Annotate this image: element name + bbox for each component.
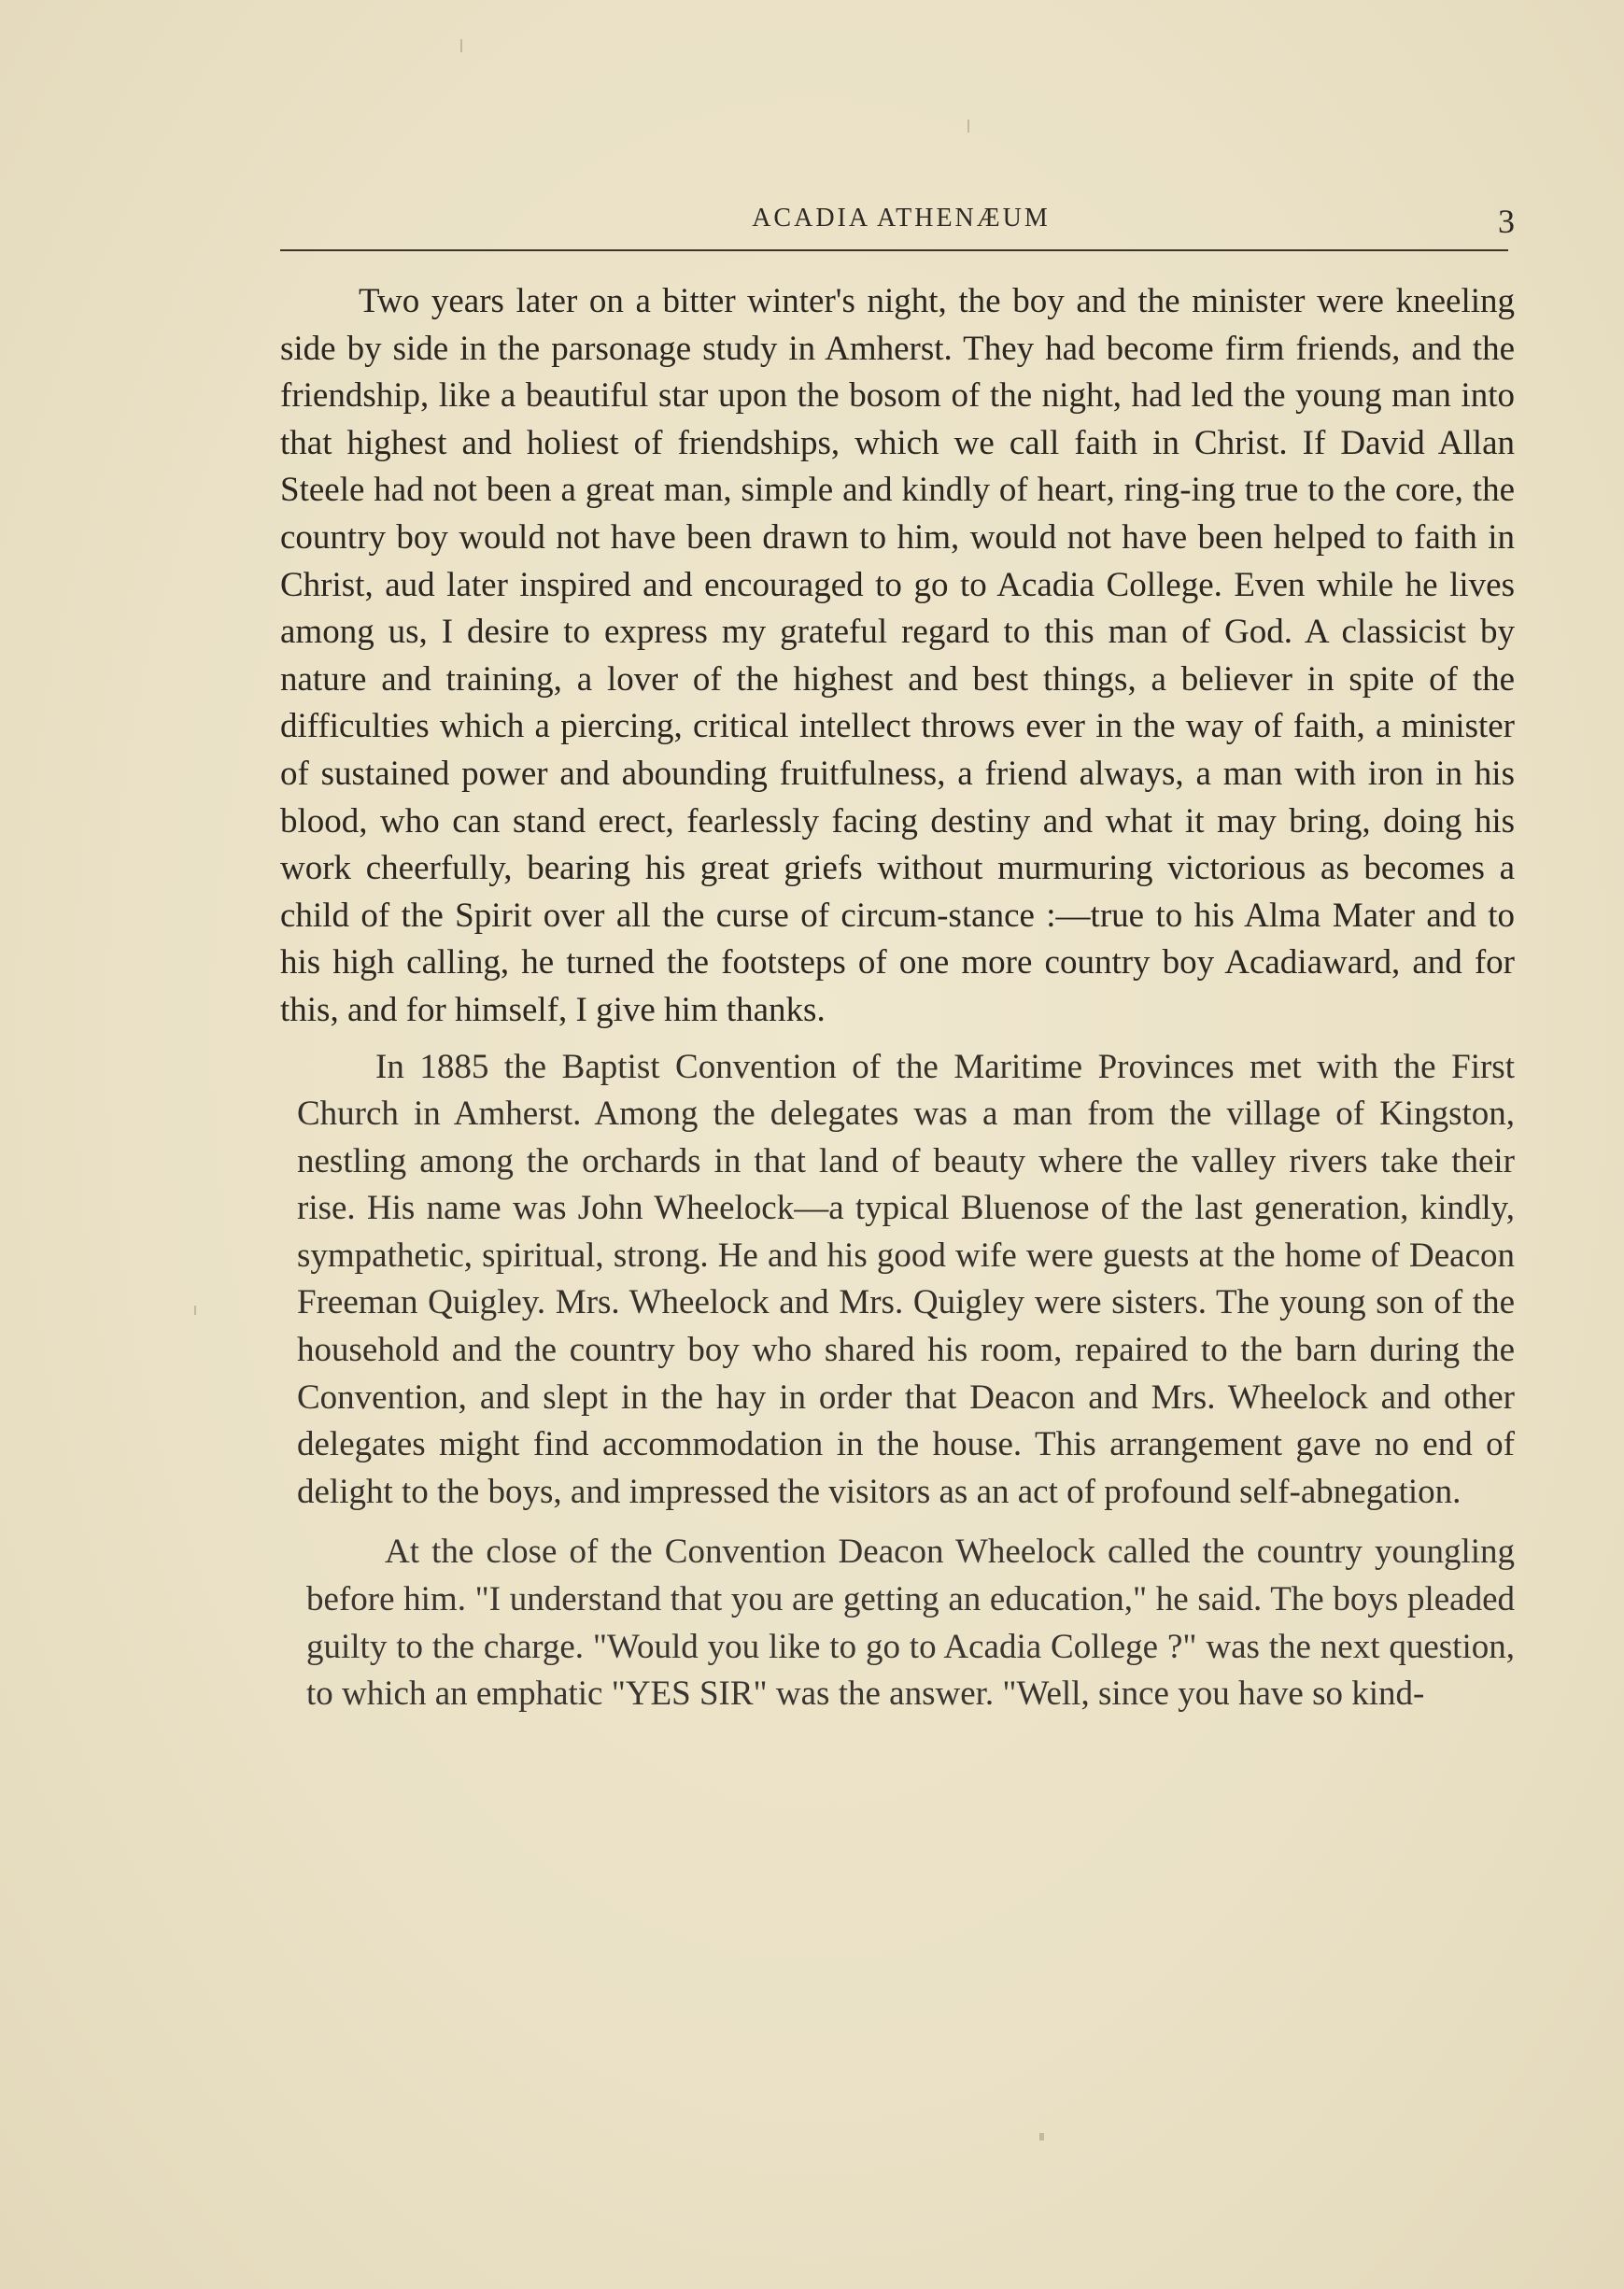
page-number: 3 bbox=[1498, 203, 1515, 240]
paper-speck bbox=[460, 39, 462, 52]
paragraph-1: Two years later on a bitter winter's night, the boy and the minister were kneeling side by side in the parsonage study in Amherst. They had become firm friends, and the friendship, like a beautiful star upon the bosom of the night, had led the young man into that highest and holiest of friendships, which we call faith in Christ. If David Allan Steele had not been a great man, simple and kindly of heart, ring-ing true to the core, the country boy would not have been drawn to him, would not have been helped to faith in Christ, aud later inspired and encouraged to go to Acadia College. Even while he lives among us, I desire to express my grateful regard to this man of God. A classicist by nature and training, a lover of the highest and best things, a believer in spite of the difficulties which a piercing, critical intellect throws ever in the way of faith, a minister of sustained power and abounding fruitfulness, a friend always, a man with iron in his blood, who can stand erect, fearlessly facing destiny and what it may bring, doing his work cheerfully, bearing his great griefs without murmuring victorious as becomes a child of the Spirit over all the curse of circum-stance :—true to his Alma Mater and to his high calling, he turned the footsteps of one more country boy Acadiaward, and for this, and for himself, I give him thanks. bbox=[280, 282, 1515, 1029]
body-text bbox=[280, 278, 1515, 1718]
paragraph-3: At the close of the Convention Deacon Wheelock called the country youngling before him. "I understand that you are getting an education," he said. The boys pleaded guilty to the charge. "Would you like to go to Acadia College ?" was the next question, to which an emphatic "YES SIR" was the answer. "Well, since you have so kind- bbox=[306, 1533, 1515, 1714]
page-header bbox=[280, 194, 1522, 254]
paper-speck bbox=[194, 1306, 196, 1315]
paper-speck bbox=[967, 120, 969, 133]
paper-speck bbox=[1039, 2133, 1044, 2141]
header-rule bbox=[280, 249, 1508, 251]
paragraph-2: In 1885 the Baptist Convention of the Maritime Provinces met with the First Church in Amherst. Among the delegates was a man from the village of Kingston, nestling among the orchards in that land of beauty where the valley rivers take their rise. His name was John Wheelock—a typical Bluenose of the last generation, kindly, sympathetic, spiritual, strong. He and his good wife were guests at the home of Deacon Freeman Quigley. Mrs. Wheelock and Mrs. Quigley were sisters. The young son of the household and the country boy who shared his room, repaired to the barn during the Convention, and slept in the hay in order that Deacon and Mrs. Wheelock and other delegates might find accommodation in the house. This arrangement gave no end of delight to the boys, and impressed the visitors as an act of profound self-abnegation. bbox=[297, 1047, 1515, 1511]
running-title: ACADIA ATHENÆUM bbox=[752, 204, 1051, 233]
